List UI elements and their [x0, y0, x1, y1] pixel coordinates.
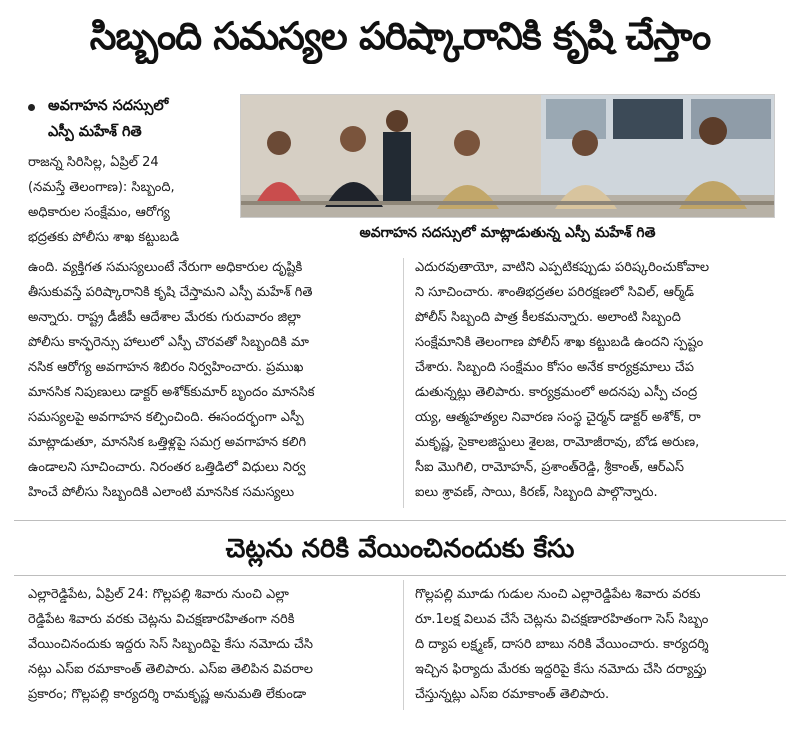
headline-underline	[14, 575, 786, 576]
text-line: ది ద్యాప లక్ష్మణ్, దాసరి బాబు నరికి వేయించారు. కార్యదర్శి	[415, 637, 709, 652]
news-photo	[240, 94, 775, 218]
text-line: (నమస్తే తెలంగాణ): సిబ్బంది,	[28, 180, 175, 195]
text-line: నట్లు ఎస్ఐ రమాకాంత్ తెలిపారు. ఎస్ఐ తెలిపిన వివరాల	[28, 662, 313, 677]
column-divider	[403, 258, 404, 508]
text-line: య్య, ఆత్మహత్యల నివారణ సంస్థ చైర్మన్ డాక్టర్ అశోక్, రా	[415, 410, 701, 425]
text-line: పోలీసు కాన్ఫరెన్సు హాలులో ఎస్పీ చొరవతో సిబ్బందికి మా	[28, 335, 309, 350]
text-line: భద్రతకు పోలీసు శాఖ కట్టుబడి	[28, 230, 180, 245]
column-divider	[403, 580, 404, 710]
bullet-icon	[28, 104, 35, 111]
text-line: ఇచ్చిన ఫిర్యాదు మేరకు ఇద్దరిపై కేసు నమోదు చేసి దర్యాప్తు	[415, 662, 707, 677]
second-article-headline: చెట్లను నరికి వేయించినందుకు కేసు	[225, 534, 575, 564]
text-line: ని సూచించారు. శాంతిభద్రతల పరిరక్షణలో సివిల్, ఆర్మ్‌డ్	[415, 285, 695, 300]
article-column-1	[28, 255, 390, 505]
text-line: మాట్లాడుతూ, మానసిక ఒత్తిళ్లపై సమగ్ర అవగాహన కలిగి	[28, 435, 307, 450]
text-line: ఉండాలని సూచించారు. నిరంతర ఒత్తిడిలో విధులు నిర్వ	[28, 460, 306, 475]
text-line: ప్రకారం; గొల్లపల్లి కార్యదర్శి రామకృష్ణ అనుమతి లేకుండా	[28, 687, 307, 702]
text-line: రాజన్న సిరిసిల్ల, ఏప్రిల్ 24	[28, 155, 159, 170]
text-line: సమస్యలపై అవగాహన కల్పించింది. ఈసందర్భంగా ఎస్పీ	[28, 410, 304, 425]
text-line: రెడ్డిపేట శివారు వరకు చెట్లను విచక్షణారహితంగా నరికి	[28, 612, 295, 627]
section-divider	[14, 520, 786, 521]
text-line: సంక్షేమానికి తెలంగాణ పోలీస్ శాఖ కట్టుబడి ఉందని స్పష్టం	[415, 335, 704, 350]
text-line: గొల్లపల్లి మూడు గుడుల నుంచి ఎల్లారెడ్డిపేట శివారు వరకు	[415, 587, 701, 602]
text-line: మకృష్ణ, సైకాలజిస్టులు శైలజ, రామోజీరావు, బోడ అరుణ,	[415, 435, 700, 450]
text-line: నసిక ఆరోగ్య అవగాహన శిబిరం నిర్వహించారు. ప్రముఖ	[28, 360, 304, 375]
text-line: ఉంది. వ్యక్తిగత సమస్యలుంటే నేరుగా అధికారుల దృష్టికి	[28, 260, 303, 275]
text-line: వేయించినందుకు ఇద్దరు సెస్ సిబ్బందిపై కేసు నమోదు చేసి	[28, 637, 314, 652]
text-line: సీఐ మొగిలి, రామోహన్, ప్రశాంత్‌రెడ్డి, శ్రీకాంత్, ఆర్‌ఎస్	[415, 460, 684, 475]
text-line: అధికారుల సంక్షేమం, ఆరోగ్య	[28, 205, 170, 220]
second-article-column-2	[415, 582, 790, 707]
text-line: చేశారు. సిబ్బంది సంక్షేమం కోసం అనేక కార్యక్రమాలు చేప	[415, 360, 694, 375]
text-line: డుతున్నట్లు తెలిపారు. కార్యక్రమంలో అదనపు ఎస్పీ చంద్ర	[415, 385, 698, 400]
text-line: మానసిక నిపుణులు డాక్టర్ అశోక్‌కుమార్ బృందం మానసిక	[28, 385, 315, 400]
meeting-photo-illustration	[241, 95, 775, 218]
article-lead	[28, 150, 240, 250]
second-article-column-1	[28, 582, 398, 707]
subheadline-line-1: అవగాహన సదస్సులో	[48, 98, 169, 114]
text-line: తీసుకువస్తే పరిష్కారానికి కృషి చేస్తామని ఎస్పీ మహేశ్ గితె	[28, 285, 313, 300]
text-line: ఎల్లారెడ్డిపేట, ఏప్రిల్ 24: గొల్లపల్లి శివారు నుంచి ఎల్లా	[28, 587, 289, 602]
text-line: ఎదురవుతాయో, వాటిని ఎప్పటికప్పుడు పరిష్కరించుకోవాల	[415, 260, 710, 275]
subheadline-line-2: ఎస్పీ మహేశ్ గితె	[48, 124, 142, 140]
text-line: ఐలు శ్రావణ్, సాయి, కిరణ్, సిబ్బంది పాల్గొన్నారు.	[415, 485, 658, 500]
text-line: రూ.1లక్ష విలువ చేసే చెట్లను విచక్షణారహితంగా సెస్ సిబ్బం	[415, 612, 709, 627]
text-line: పోలీస్ సిబ్బంది పాత్ర కీలకమన్నారు. అలాంటి సిబ్బంది	[415, 310, 681, 325]
photo-caption: అవగాహన సదస్సులో మాట్లాడుతున్న ఎస్పీ మహేశ్ గితె	[359, 225, 656, 241]
text-line: అన్నారు. రాష్ట్ర డీజీపీ ఆదేశాల మేరకు గురువారం జిల్లా	[28, 310, 301, 325]
text-line: హించే పోలీసు సిబ్బందికి ఎలాంటి మానసిక సమస్యలు	[28, 485, 295, 500]
text-line: చేస్తున్నట్లు ఎస్ఐ రమాకాంత్ తెలిపారు.	[415, 687, 610, 702]
article-headline: సిబ్బంది సమస్యల పరిష్కారానికి కృషి చేస్తాం	[89, 14, 711, 58]
article-column-2	[415, 255, 790, 505]
